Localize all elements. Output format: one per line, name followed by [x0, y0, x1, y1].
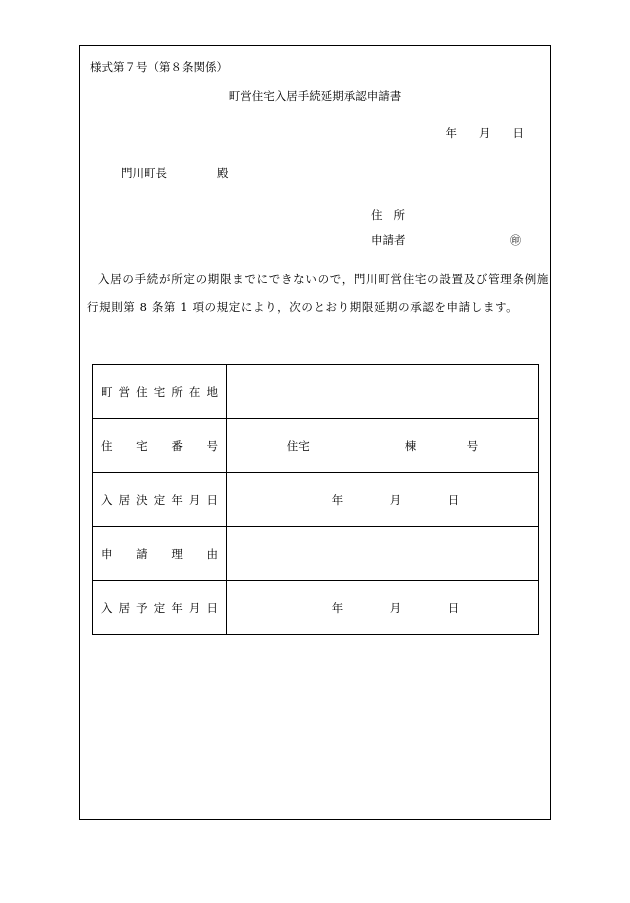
seal-mark: ㊞ — [510, 234, 521, 247]
date-day-unit: 日 — [512, 126, 524, 140]
year-unit: 年 — [331, 600, 344, 615]
housing-unit: 住宅 — [286, 438, 310, 453]
number-unit: 号 — [466, 438, 479, 453]
addressee-name: 門川町長 — [121, 166, 167, 180]
date-year-unit: 年 — [445, 126, 457, 140]
housing-number-field[interactable] — [227, 419, 539, 473]
application-details-table — [92, 364, 539, 635]
addressee — [121, 168, 229, 180]
row-label: 町営住宅所在地 — [93, 365, 227, 419]
month-unit: 月 — [389, 492, 402, 507]
table-row — [93, 527, 539, 581]
row-label: 申請理由 — [93, 527, 227, 581]
day-unit: 日 — [447, 492, 460, 507]
table-row — [93, 365, 539, 419]
form-number: 様式第７号（第８条関係） — [90, 60, 228, 74]
move-in-decision-date-field[interactable] — [227, 473, 539, 527]
applicant-name-label: 申請者 — [371, 233, 406, 247]
applicant-address-label: 住 所 — [371, 208, 405, 222]
table-row — [93, 581, 539, 635]
day-unit: 日 — [447, 600, 460, 615]
table-row — [93, 473, 539, 527]
table-row — [93, 419, 539, 473]
row-label: 住宅番号 — [93, 419, 227, 473]
building-unit: 棟 — [404, 438, 417, 453]
document-title: 町営住宅入居手続延期承認申請書 — [228, 89, 402, 103]
year-unit: 年 — [331, 492, 344, 507]
application-reason-field[interactable] — [227, 527, 539, 581]
housing-location-field[interactable] — [227, 365, 539, 419]
application-statement: 入居の手続が所定の期限までにできないので，門川町営住宅の設置及び管理条例施行規則第 8 条第 1 項の規定により，次のとおり期限延期の承認を申請します。 — [87, 272, 549, 314]
date-month-unit: 月 — [479, 126, 491, 140]
row-label: 入居決定年月日 — [93, 473, 227, 527]
row-label: 入居予定年月日 — [93, 581, 227, 635]
month-unit: 月 — [389, 600, 402, 615]
planned-move-in-date-field[interactable] — [227, 581, 539, 635]
application-date — [446, 128, 525, 140]
addressee-honorific: 殿 — [217, 166, 229, 180]
